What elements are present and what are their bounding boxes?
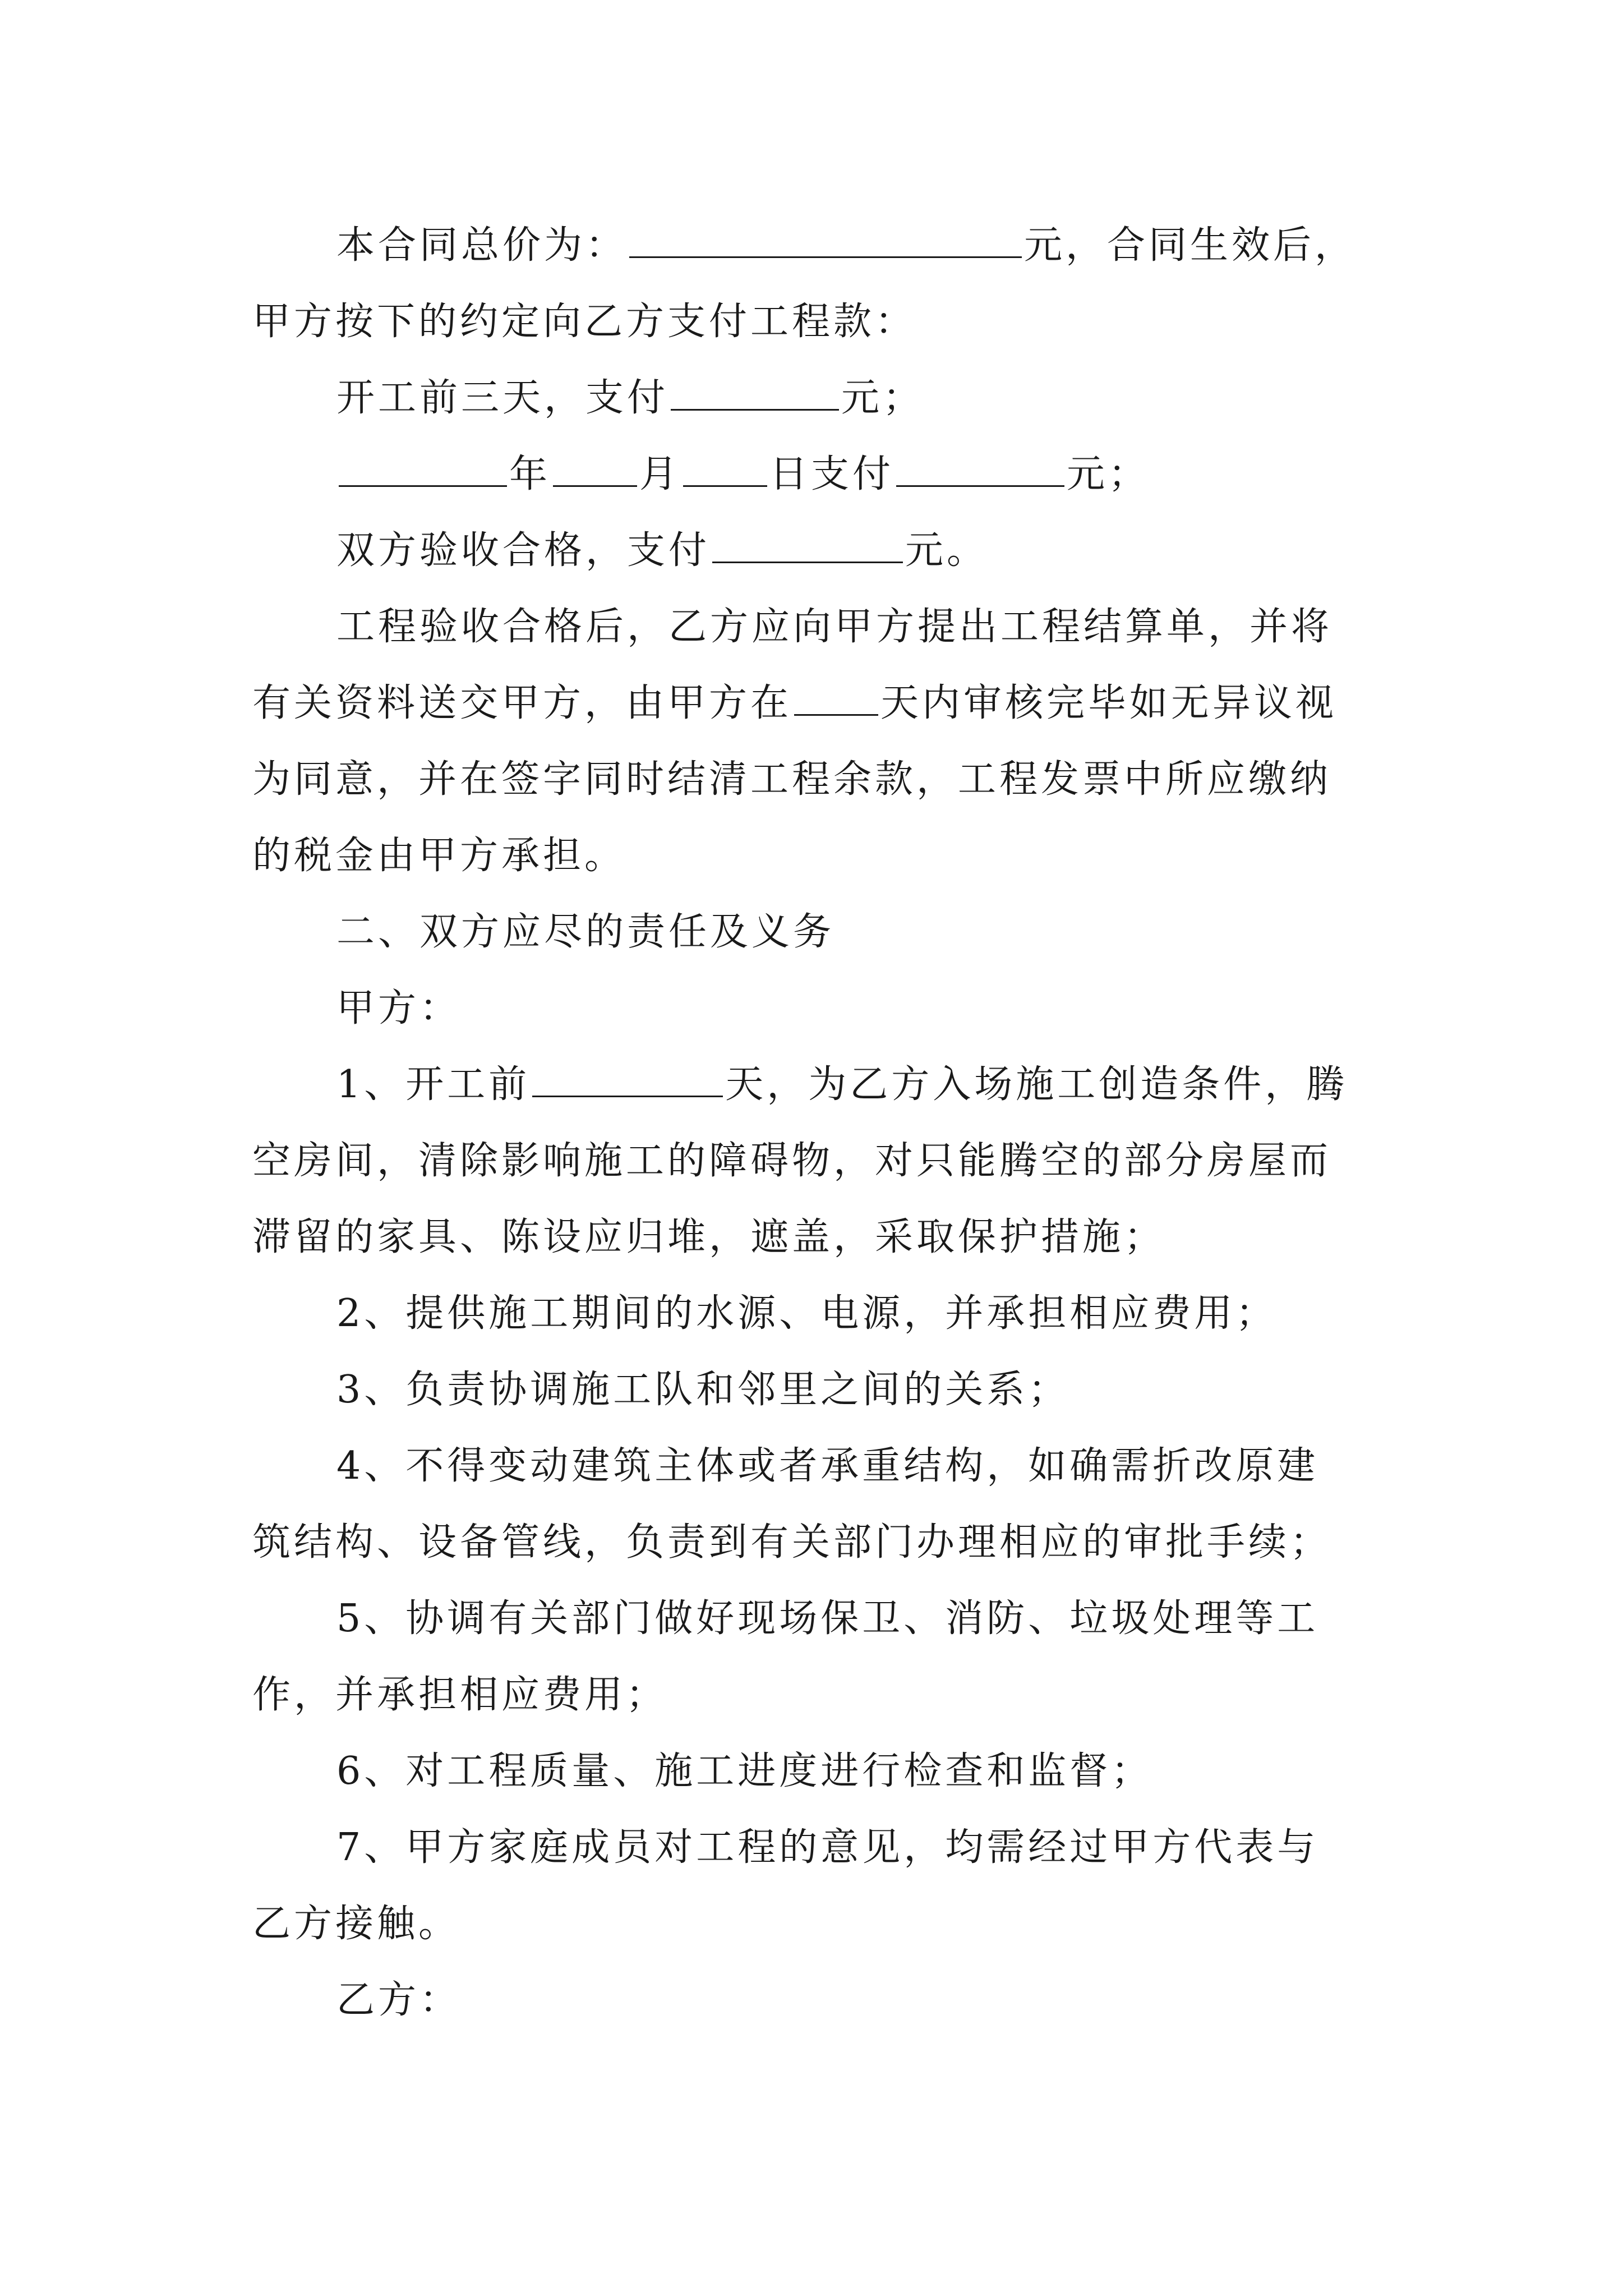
text: 天，为乙方入场施工创造条件，腾 [725, 1062, 1348, 1107]
paragraph-line [252, 665, 1374, 742]
text: 4、不得变动建筑主体或者承重结构，如确需折改原建 [336, 1444, 1319, 1488]
list-item [252, 1276, 1374, 1352]
text: 开工前三天，支付 [336, 376, 669, 420]
text: 元； [841, 376, 925, 420]
list-item [252, 1352, 1374, 1428]
text: 1、开工前 [336, 1062, 531, 1107]
section-heading [252, 894, 1374, 970]
text: 元； [1067, 452, 1150, 496]
paragraph-line [252, 742, 1374, 818]
blank-field-day[interactable] [683, 452, 767, 487]
text: 双方验收合格，支付 [336, 528, 711, 573]
text: 乙方接触。 [252, 1902, 460, 1946]
blank-field-days[interactable] [532, 1062, 723, 1097]
paragraph-line [252, 589, 1374, 665]
text: 元。 [905, 528, 989, 573]
text: 7、甲方家庭成员对工程的意见，均需经过甲方代表与 [336, 1825, 1319, 1870]
list-item-continued [252, 1504, 1374, 1581]
list-item [252, 1047, 1374, 1123]
paragraph-line [252, 284, 1374, 360]
payment-item-dated [252, 436, 1374, 513]
text: 5、协调有关部门做好现场保卫、消防、垃圾处理等工 [336, 1596, 1319, 1641]
text: 年 [509, 452, 551, 496]
blank-field-year[interactable] [339, 452, 507, 487]
text: 元，合同生效后， [1024, 223, 1357, 268]
text: 作，并承担相应费用； [252, 1673, 668, 1717]
blank-field-days[interactable] [794, 680, 878, 716]
text: 甲方按下的约定向乙方支付工程款： [252, 300, 917, 344]
text: 本合同总价为： [336, 223, 628, 268]
list-item-continued [252, 1199, 1374, 1276]
list-item [252, 1733, 1374, 1810]
list-item-continued [252, 1123, 1374, 1199]
text: 3、负责协调施工队和邻里之间的关系； [336, 1368, 1070, 1412]
party-heading [252, 970, 1374, 1047]
blank-field-amount[interactable] [712, 528, 903, 563]
contract-text [252, 208, 1374, 2039]
list-item-continued [252, 1657, 1374, 1733]
paragraph-total-price [252, 208, 1374, 284]
text: 2、提供施工期间的水源、电源，并承担相应费用； [336, 1291, 1278, 1336]
list-item [252, 1428, 1374, 1504]
party-heading [252, 1962, 1374, 2039]
blank-field-total-price[interactable] [629, 223, 1022, 258]
paragraph-line [252, 818, 1374, 894]
blank-field-amount[interactable] [671, 375, 839, 411]
text: 筑结构、设备管线，负责到有关部门办理相应的审批手续； [252, 1520, 1332, 1565]
text: 工程验收合格后，乙方应向甲方提出工程结算单，并将 [336, 605, 1333, 649]
list-item [252, 1581, 1374, 1657]
text: 6、对工程质量、施工进度进行检查和监督； [336, 1749, 1153, 1793]
list-item [252, 1810, 1374, 1886]
text: 甲方： [336, 986, 462, 1030]
text: 为同意，并在签字同时结清工程余款，工程发票中所应缴纳 [252, 757, 1332, 802]
text: 二、双方应尽的责任及义务 [336, 910, 835, 954]
text: 空房间，清除影响施工的障碍物，对只能腾空的部分房屋而 [252, 1139, 1332, 1183]
blank-field-month[interactable] [553, 452, 637, 487]
payment-item [252, 360, 1374, 436]
text: 乙方： [336, 1978, 462, 2022]
text: 有关资料送交甲方，由甲方在 [252, 681, 792, 725]
text: 日支付 [769, 452, 895, 496]
text: 月 [639, 452, 681, 496]
blank-field-amount[interactable] [896, 452, 1064, 487]
list-item-continued [252, 1886, 1374, 1962]
text: 滞留的家具、陈设应归堆，遮盖，采取保护措施； [252, 1215, 1166, 1259]
text: 天内审核完毕如无异议视 [880, 681, 1338, 725]
payment-item [252, 513, 1374, 589]
text: 的税金由甲方承担。 [252, 834, 626, 878]
